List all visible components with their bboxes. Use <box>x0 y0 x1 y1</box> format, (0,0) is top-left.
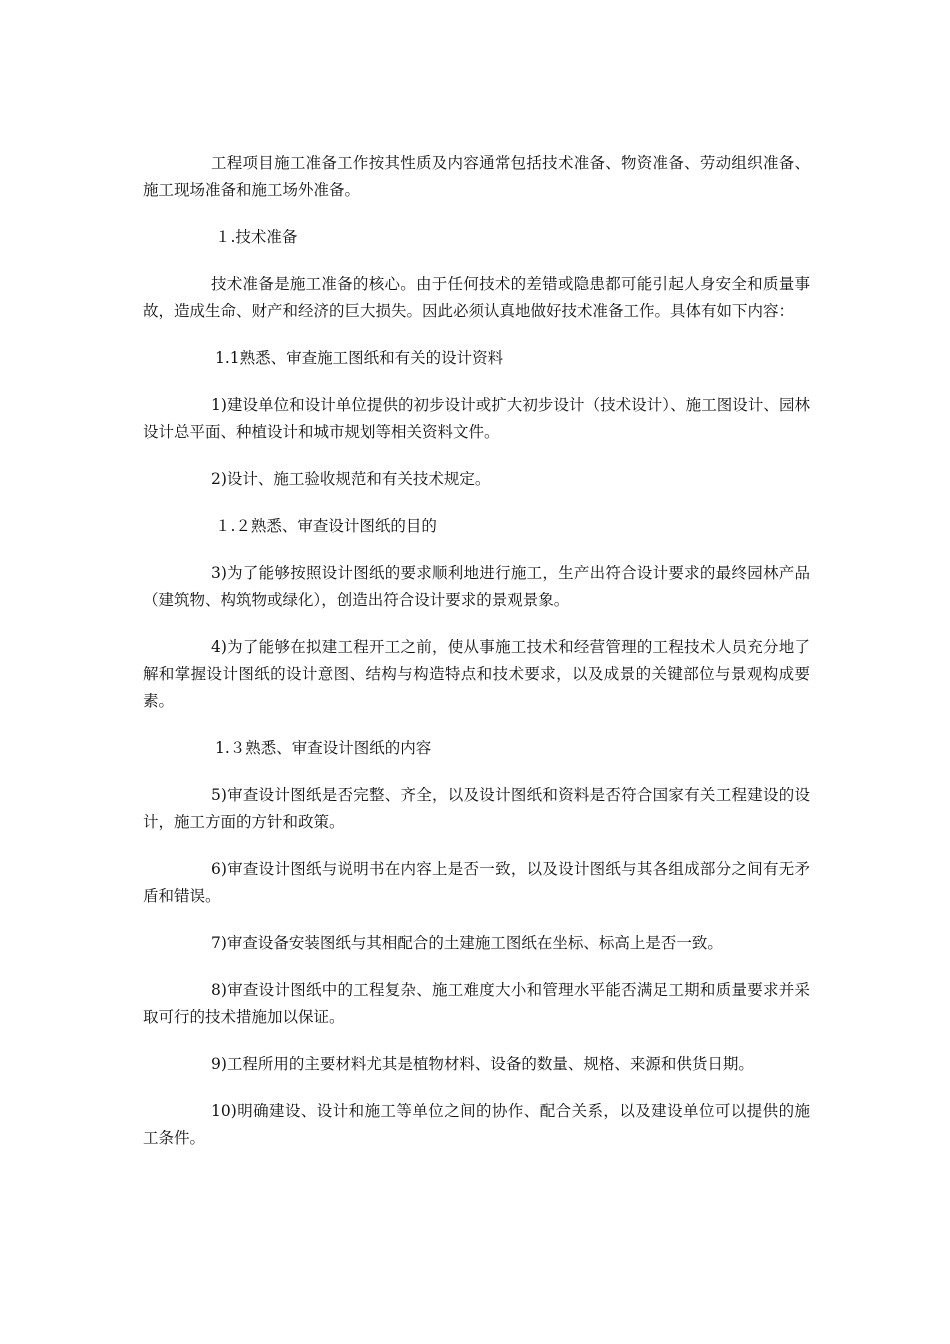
list-item-1: 1)建设单位和设计单位提供的初步设计或扩大初步设计（技术设计）、施工图设计、园林设计总平面、种植设计和城市规划等相关资料文件。 <box>143 396 810 441</box>
list-item-5: 5)审查设计图纸是否完整、齐全，以及设计图纸和资料是否符合国家有关工程建设的设计，施工方面的方针和政策。 <box>143 786 810 831</box>
list-item-10: 10)明确建设、设计和施工等单位之间的协作、配合关系，以及建设单位可以提供的施工条件。 <box>143 1102 810 1147</box>
list-item-4: 4)为了能够在拟建工程开工之前，使从事施工技术和经营管理的工程技术人员充分地了解和掌握设计图纸的设计意图、结构与构造特点和技术要求，以及成景的关键部位与景观构成要素。 <box>143 638 810 710</box>
subsection-heading-1-2: １.２熟悉、审查设计图纸的目的 <box>215 517 437 535</box>
list-item-7: 7)审查设备安装图纸与其相配合的土建施工图纸在坐标、标高上是否一致。 <box>211 934 723 952</box>
intro-paragraph: 工程项目施工准备工作按其性质及内容通常包括技术准备、物资准备、劳动组织准备、施工现场准备和施工场外准备。 <box>143 154 810 199</box>
list-item-2: 2)设计、施工验收规范和有关技术规定。 <box>211 470 491 488</box>
section-heading-technical-preparation: １.技术准备 <box>215 228 298 246</box>
subsection-heading-1-1: 1.1熟悉、审查施工图纸和有关的设计资料 <box>215 349 504 367</box>
document-body <box>143 150 810 1172</box>
paragraph-technical-preparation: 技术准备是施工准备的核心。由于任何技术的差错或隐患都可能引起人身安全和质量事故，造成生命、财产和经济的巨大损失。因此必须认真地做好技术准备工作。具体有如下内容： <box>143 275 810 320</box>
subsection-heading-1-3: 1.３熟悉、审查设计图纸的内容 <box>215 739 432 757</box>
list-item-3: 3)为了能够按照设计图纸的要求顺利地进行施工，生产出符合设计要求的最终园林产品（建筑物、构筑物或绿化），创造出符合设计要求的景观景象。 <box>143 564 810 609</box>
list-item-9: 9)工程所用的主要材料尤其是植物材料、设备的数量、规格、来源和供货日期。 <box>211 1055 754 1073</box>
list-item-6: 6)审查设计图纸与说明书在内容上是否一致，以及设计图纸与其各组成部分之间有无矛盾和错误。 <box>143 860 810 905</box>
list-item-8: 8)审查设计图纸中的工程复杂、施工难度大小和管理水平能否满足工期和质量要求并采取可行的技术措施加以保证。 <box>143 981 810 1026</box>
